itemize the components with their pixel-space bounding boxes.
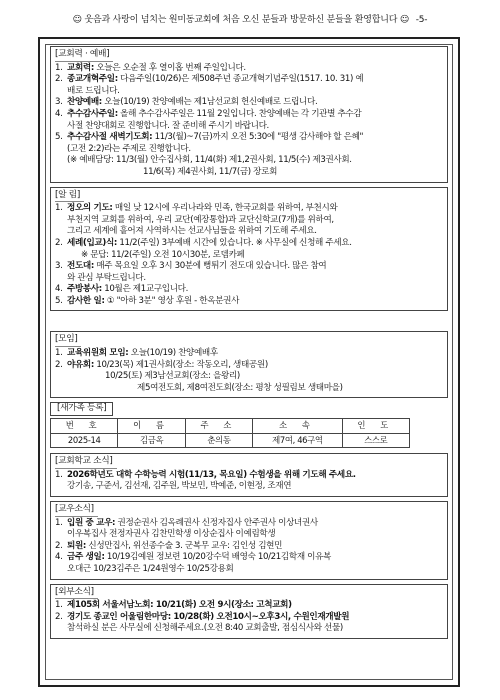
section-title: [알 림] (55, 190, 84, 203)
section-title: [새가족 등록] (50, 402, 113, 416)
school-section (50, 453, 448, 497)
list-item: 2. 세례(입교)식: 11/2(주일) 3부예배 시간에 있습니다. ※ 사무실에 신청해 주세요. ※ 문답: 11/2(주일) 오전 10시30분, 로뎀카페 (55, 237, 352, 260)
members-section (50, 501, 448, 580)
duty-line: (※ 예배담당: 11/3(월) 안수집사회, 11/4(화) 제1,2권사회, 11/5(수) 제3권사회. (67, 155, 352, 166)
list-item: 2. 야유회: 10/23(목) 제1권사회(장소: 작동오리, 생태공원) 10/25(토) 제3남선교회(장소: 을왕리) 제5여전도회, 제8여전도회(장소: 평창 성필림보 생태마을) (55, 359, 343, 393)
list-item: 5. 감사한 일: ① "아하 3분" 영상 후원 - 한옥분권사 (55, 295, 240, 306)
meeting-section (50, 331, 448, 398)
section-title: [외부소식] (55, 587, 98, 600)
list-item: 1. 제105회 서울서남노회: 10/21(화) 오전 9시(장소: 고척교회) (55, 600, 292, 611)
page-number: -5- (415, 15, 428, 25)
table-header-row: 번 호 이 름 주 소 소 속 인 도 (51, 419, 410, 434)
list-item: 2. 종교개혁주일: 다음주일(10/26)은 제508주년 종교개혁기념주일(1517. 10. 31) 예 배로 드립니다. (55, 74, 364, 96)
student-names: 강기송, 구준서, 김선재, 김주원, 박보민, 박예준, 이현정, 조재연 (67, 481, 292, 492)
registration-table (50, 418, 410, 448)
header-welcome-text: ☺ 웃음과 사랑이 넘치는 원미동교회에 처음 오신 분들과 방문하신 분들을 환영합니다 ☺ (72, 15, 410, 25)
list-item: 1. 교회력: 오늘은 오순절 후 열이홉 번째 주일입니다. (55, 62, 246, 73)
worship-section (50, 46, 448, 183)
list-item: 3. 전도대: 매주 목요일 오후 3시 30분에 뻥튀기 전도대 있습니다. 많은 참여 와 관심 부탁드립니다. (55, 261, 327, 283)
list-item: 2. 퇴원: 신성만집사, 위선종수술 3. 군복무 교우: 김인성 김현민 (55, 540, 283, 551)
list-item: 5. 추수감사절 새벽기도회: 11/3(월)~7(금)까지 오전 5:30에 "평생 감사해야 할 은혜" (고전 2:2)라는 주제로 진행합니다. (※ 예배담당: 11/3(월) 안수집사회, 11/4(화) 제1,2권사회, 11/5(수) 제3권사회. 11/6(목) 제4권사회, 11/7(금) 장로회 (55, 132, 364, 177)
list-item: 4. 추수감사주일: 올해 추수감사주일은 11월 2일입니다. 찬양예배는 각 기관별 추수감 사절 찬양대회로 진행합니다. 잘 준비해 주시기 바랍니다. (55, 108, 362, 131)
duty-line: 11/6(목) 제4권사회, 11/7(금) 장로회 (143, 166, 278, 177)
list-item: 4. 주방봉사: 10월은 제1교구입니다. (55, 284, 189, 295)
list-item: 2. 경기도 종교인 어울림한마당: 10/28(화) 오전10시~오후3시, 수원인재개발원 참석하실 분은 사무실에 신청해주세요.(오전 8:40 교회출발, 점심식사와 선물) (55, 611, 350, 634)
outside-section (50, 584, 448, 639)
list-item: 1. 정오의 기도: 매일 낮 12시에 우리나라와 민족, 한국교회를 위하여, 부천시와 부천지역 교회를 위하여, 우리 교단(예장통합)과 교단신학교(7개)를 위하여, 그리고 세계에 흩어져 사역하시는 선교사님들을 위하여 기도해 주세요. (55, 203, 338, 237)
bulletin-content (50, 46, 448, 643)
list-item: 1. 2026학년도 대학 수학능력 시험(11/13, 목요일) 수험생을 위해 기도해 주세요. 강기송, 구준서, 김선재, 김주원, 박보민, 박예준, 이현정, 조재연 (55, 469, 356, 492)
section-title: [교회학교 소식] (55, 456, 117, 469)
section-title: [교회력 · 예배] (55, 49, 113, 62)
list-item: 1. 입원 중 교우: 권정순권사 김옥례권사 신정자집사 안주권사 이상녀권사 이우복집사 전정자권사 김찬민학생 이상순집사 이예림학생 (55, 517, 318, 540)
list-item: 4. 금주 생일: 10/19김예원 정보련 10/20강수덕 배영숙 10/21김학재 이유복 오대근 10/23김주은 1/24원영수 10/25강용회 (55, 552, 332, 574)
section-title: [모임] (55, 334, 81, 347)
list-item: 3. 찬양예배: 오늘(10/19) 찬양예배는 제1남선교회 헌신예배로 드립니다. (55, 97, 318, 108)
list-item: 1. 교육위원회 모임: 오늘(10/19) 찬양예배후 (55, 348, 218, 359)
notice-section (50, 187, 448, 312)
page-header (0, 12, 500, 25)
section-title: [교우소식] (55, 504, 98, 517)
registration-section (50, 402, 448, 448)
table-row: 2025-14 김금옥 춘의동 제7여, 46구역 스스로 (51, 433, 410, 448)
